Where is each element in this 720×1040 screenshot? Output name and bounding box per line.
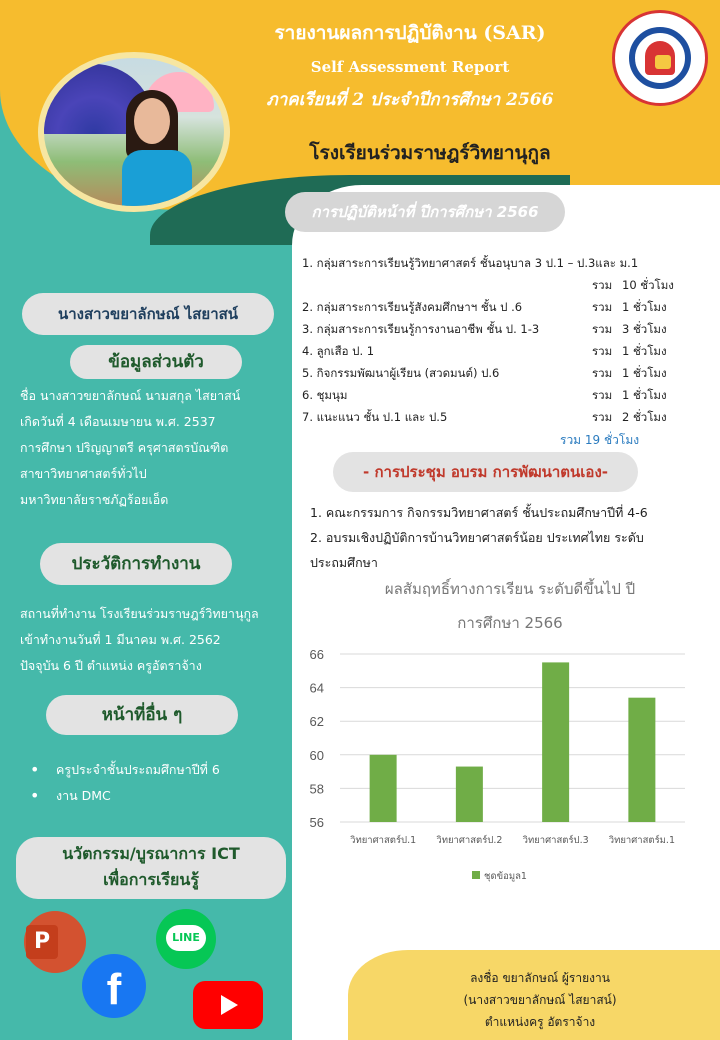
chart-title (330, 572, 690, 640)
work-history-text (20, 601, 288, 679)
duty-sum-label: รวม (592, 300, 613, 314)
duty-text: 6. ชุมนุม (302, 388, 348, 402)
work-history-line: สถานที่ทำงาน โรงเรียนร่วมราษฎร์วิทยานุกูล (20, 606, 259, 621)
x-tick-label: วิทยาศาสตร์ป.3 (522, 835, 589, 846)
powerpoint-letter: P (26, 925, 58, 959)
training-line: 1. คณะกรรมการ กิจกรรมวิทยาศาสตร์ ชั้นประถมศึกษาปีที่ 4-6 (310, 505, 648, 520)
duties-heading: การปฏิบัติหน้าที่ ปีการศึกษา 2566 (285, 192, 565, 232)
duty-text: 2. กลุ่มสาระการเรียนรู้สังคมศึกษาฯ ชั้น ป .6 (302, 300, 523, 314)
duty-sum-label: รวม (592, 322, 613, 336)
bar (628, 698, 655, 822)
legend-label: ชุดข้อมูล1 (484, 871, 527, 882)
duty-row (302, 384, 687, 406)
bar (370, 755, 397, 822)
y-tick-label: 62 (309, 714, 324, 730)
play-icon (221, 995, 238, 1015)
duty-text: 3. กลุ่มสาระการเรียนรู้การงานอาชีพ ชั้น ป. 1-3 (302, 322, 540, 336)
duty-row (302, 340, 687, 362)
innovation-line-2: เพื่อการเรียนรู้ (103, 870, 199, 889)
youtube-icon (193, 981, 263, 1029)
duty-hours: 1 ชั่วโมง (622, 300, 667, 314)
work-history-line: เข้าทำงานวันที่ 1 มีนาคม พ.ศ. 2562 (20, 632, 221, 647)
report-term: ภาคเรียนที่ 2 ประจำปีการศึกษา 2566 (266, 90, 554, 110)
report-title: รายงานผลการปฏิบัติงาน (SAR) (274, 22, 546, 44)
personal-info-text (20, 383, 288, 513)
training-list (310, 500, 680, 575)
duty-sum-label: รวม (592, 344, 613, 358)
other-duties-heading: หน้าที่อื่น ๆ (46, 695, 238, 735)
training-line: ประถมศึกษา (310, 555, 378, 570)
duty-hours: 2 ชั่วโมง (622, 410, 667, 424)
chart-title-line-1: ผลสัมฤทธิ์ทางการเรียน ระดับดีขึ้นไป ปี (384, 580, 636, 598)
y-tick-label: 60 (309, 747, 324, 763)
training-heading: - การประชุม อบรม การพัฒนาตนเอง- (333, 452, 638, 492)
duty-hours: 3 ชั่วโมง (622, 322, 667, 336)
duty-hours: 10 ชั่วโมง (622, 278, 674, 292)
work-history-line: ปัจจุบัน 6 ปี ตำแหน่ง ครูอัตราจ้าง (20, 658, 202, 673)
personal-info-line: เกิดวันที่ 4 เดือนเมษายน พ.ศ. 2537 (20, 414, 216, 429)
other-duties-list (30, 757, 280, 809)
duty-text: 5. กิจกรรมพัฒนาผู้เรียน (สวดมนต์) ป.6 (302, 366, 500, 380)
training-line: 2. อบรมเชิงปฏิบัติการบ้านวิทยาศาสตร์น้อย ประเทศไทย ระดับ (310, 530, 644, 545)
bar (542, 662, 569, 822)
list-item: • ครูประจำชั้นประถมศึกษาปีที่ 6 (30, 757, 280, 783)
personal-info-heading: ข้อมูลส่วนตัว (70, 345, 242, 379)
signature-name: (นางสาวขยาลักษณ์ ไสยาสน์) (463, 993, 617, 1007)
personal-info-line: การศึกษา ปริญญาตรี ครุศาสตรบัณฑิต (20, 440, 229, 455)
powerpoint-icon (24, 911, 86, 973)
innovation-heading (16, 837, 286, 899)
achievement-bar-chart (300, 640, 710, 890)
line-label: LINE (166, 925, 206, 951)
y-tick-label: 64 (309, 680, 324, 696)
duty-text: 4. ลูกเสือ ป. 1 (302, 344, 375, 358)
signature-line: ลงชื่อ ขยาลักษณ์ ผู้รายงาน (470, 971, 610, 985)
duties-list (302, 252, 687, 428)
work-history-heading: ประวัติการทำงาน (40, 543, 232, 585)
duty-hours: 1 ชั่วโมง (622, 388, 667, 402)
duty-row (302, 406, 687, 428)
signature-position: ตำแหน่งครู อัตราจ้าง (484, 1015, 596, 1029)
duty-row (302, 296, 687, 318)
bar (456, 767, 483, 822)
duty-text: 7. แนะแนว ชั้น ป.1 และ ป.5 (302, 410, 448, 424)
duties-total: รวม 19 ชั่วโมง (560, 433, 640, 447)
x-tick-label: วิทยาศาสตร์ม.1 (608, 835, 676, 846)
innovation-line-1: นวัตกรรม/บูรณาการ ICT (62, 844, 240, 863)
personal-info-line: ชื่อ นางสาวขยาลักษณ์ นามสกุล ไสยาสน์ (20, 388, 241, 403)
duty-row (302, 252, 687, 274)
personal-info-line: สาขาวิทยาศาสตร์ทั่วไป (20, 466, 147, 481)
signature-block (420, 967, 660, 1033)
school-logo (612, 10, 708, 106)
duty-sum-label: รวม (592, 388, 613, 402)
duty-hours: 1 ชั่วโมง (622, 344, 667, 358)
logo-ring (629, 27, 691, 89)
personal-info-line: มหาวิทยาลัยราชภัฏร้อยเอ็ด (20, 492, 169, 507)
duty-row (302, 274, 687, 296)
legend-swatch (472, 871, 480, 879)
profile-photo (44, 58, 224, 206)
line-app-icon (156, 909, 216, 969)
person-face (134, 98, 170, 144)
chart-title-line-2: การศึกษา 2566 (457, 614, 563, 632)
y-tick-label: 66 (309, 647, 324, 662)
person-body (122, 150, 192, 206)
list-item: • งาน DMC (30, 783, 280, 809)
facebook-icon: f (82, 954, 146, 1018)
duty-hours: 1 ชั่วโมง (622, 366, 667, 380)
duty-sum-label: รวม (592, 366, 613, 380)
report-subtitle: Self Assessment Report (310, 58, 510, 76)
y-tick-label: 56 (309, 815, 324, 830)
duty-row (302, 318, 687, 340)
x-tick-label: วิทยาศาสตร์ป.2 (436, 835, 503, 846)
logo-book (655, 55, 671, 69)
duty-text: 1. กลุ่มสาระการเรียนรู้วิทยาศาสตร์ ชั้นอนุบาล 3 ป.1 – ป.3และ ม.1 (302, 256, 639, 270)
duty-row (302, 362, 687, 384)
x-tick-label: วิทยาศาสตร์ป.1 (350, 835, 417, 846)
y-tick-label: 58 (309, 781, 324, 797)
duty-sum-label: รวม (592, 410, 613, 424)
school-name: โรงเรียนร่วมราษฎร์วิทยานุกูล (309, 142, 551, 164)
duty-sum-label: รวม (592, 278, 613, 292)
teacher-name: นางสาวขยาลักษณ์ ไสยาสน์ (22, 293, 274, 335)
